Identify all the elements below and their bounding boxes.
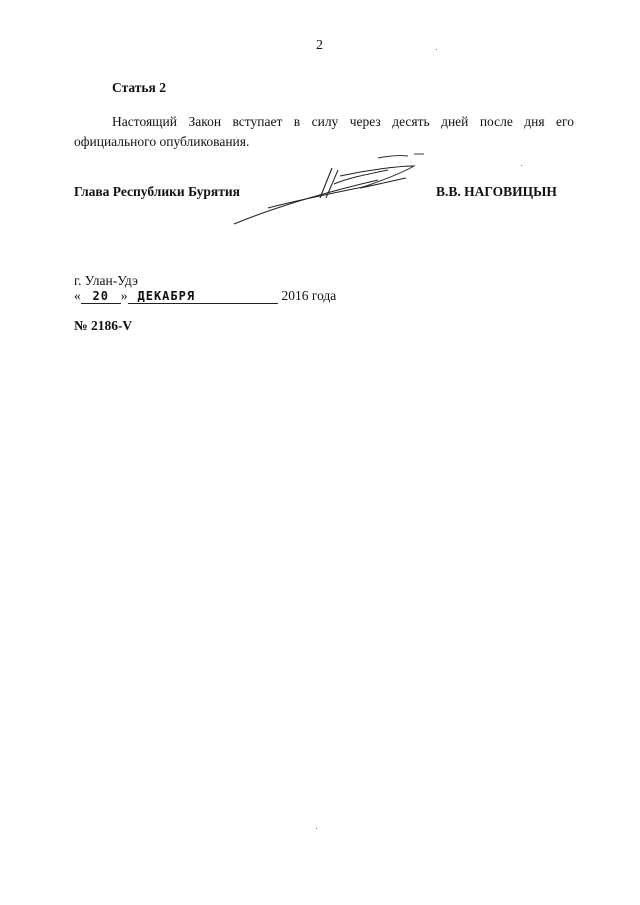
date-year: 2016 года bbox=[281, 288, 337, 303]
law-number: № 2186-V bbox=[74, 318, 133, 333]
place-of-signing: г. Улан-Удэ bbox=[74, 273, 138, 288]
scan-speck bbox=[521, 165, 522, 166]
scan-speck bbox=[436, 49, 437, 50]
article-text: Настоящий Закон вступает в силу через десять дней после дня его официального опубликования. bbox=[74, 114, 574, 149]
date-day-stamp: 20 bbox=[81, 289, 121, 304]
date-month-stamp: ДЕКАБРЯ bbox=[128, 289, 278, 304]
date-open-quote: « bbox=[74, 288, 81, 303]
signatory-name: В.В. НАГОВИЦЫН bbox=[436, 184, 557, 199]
article-heading: Статья 2 bbox=[112, 80, 166, 95]
date-line bbox=[74, 288, 336, 304]
page-number: 2 bbox=[316, 38, 323, 53]
handwritten-signature bbox=[228, 148, 438, 230]
signatory-title: Глава Республики Бурятия bbox=[74, 184, 240, 199]
date-close-quote: » bbox=[120, 288, 128, 303]
scan-speck bbox=[316, 828, 317, 829]
